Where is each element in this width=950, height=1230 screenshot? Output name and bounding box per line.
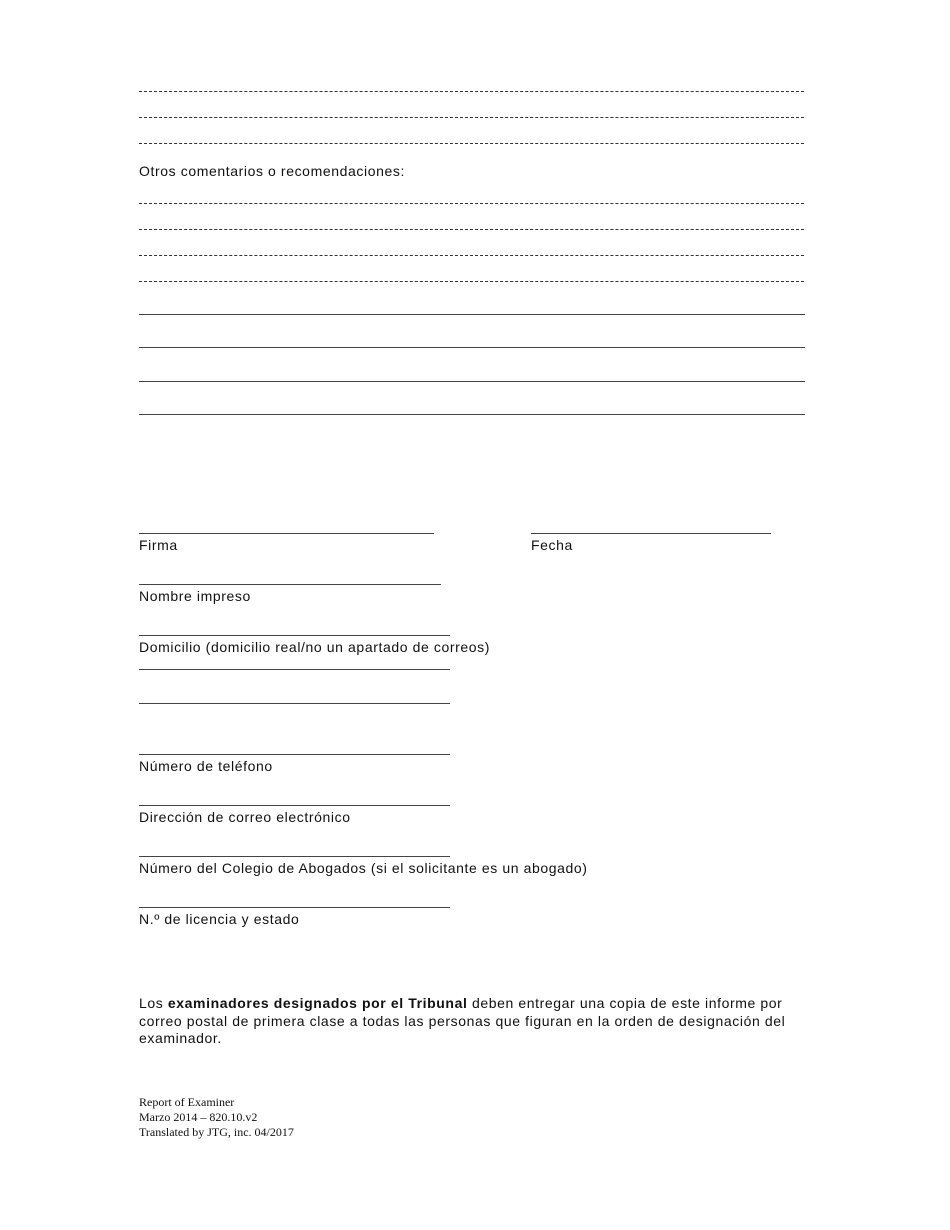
comments-line-8[interactable]: [139, 414, 805, 415]
answer-line-1[interactable]: [139, 91, 804, 92]
comments-heading: Otros comentarios o recomendaciones:: [139, 163, 405, 179]
signature-label: Firma: [139, 537, 178, 553]
license-line[interactable]: [139, 907, 450, 908]
address-label: Domicilio (domicilio real/no un apartado de correos): [139, 639, 491, 655]
bar-number-line[interactable]: [139, 856, 450, 857]
instruction-suffix: deben entregar una copia de este informe por correo postal de primera clase a todas las personas que figuran en la orden de designación del examinador.: [139, 995, 786, 1046]
instruction-prefix: Los: [139, 995, 168, 1011]
comments-line-7[interactable]: [139, 381, 805, 382]
printed-name-line[interactable]: [139, 584, 441, 585]
comments-line-5[interactable]: [139, 314, 805, 315]
footer-form-version: Marzo 2014 – 820.10.v2: [139, 1110, 258, 1124]
address-line-3[interactable]: [139, 703, 450, 704]
phone-line[interactable]: [139, 754, 450, 755]
printed-name-label: Nombre impreso: [139, 588, 251, 604]
date-line[interactable]: [531, 533, 771, 534]
answer-line-3[interactable]: [139, 143, 804, 144]
comments-line-6[interactable]: [139, 347, 805, 348]
phone-label: Número de teléfono: [139, 758, 273, 774]
delivery-instruction: [139, 995, 819, 1048]
date-label: Fecha: [531, 537, 573, 553]
license-label: N.º de licencia y estado: [139, 911, 300, 927]
address-line-2[interactable]: [139, 669, 450, 670]
instruction-bold: examinadores designados por el Tribunal: [167, 995, 468, 1011]
signature-line[interactable]: [139, 533, 434, 534]
email-line[interactable]: [139, 805, 450, 806]
footer-form-title: Report of Examiner: [139, 1095, 235, 1109]
answer-line-2[interactable]: [139, 117, 804, 118]
footer-translation: Translated by JTG, inc. 04/2017: [139, 1125, 294, 1139]
comments-line-4[interactable]: [139, 281, 804, 282]
comments-line-1[interactable]: [139, 203, 804, 204]
comments-line-2[interactable]: [139, 229, 804, 230]
address-line-1[interactable]: [139, 635, 450, 636]
email-label: Dirección de correo electrónico: [139, 809, 351, 825]
comments-line-3[interactable]: [139, 255, 804, 256]
bar-number-label: Número del Colegio de Abogados (si el solicitante es un abogado): [139, 860, 588, 876]
